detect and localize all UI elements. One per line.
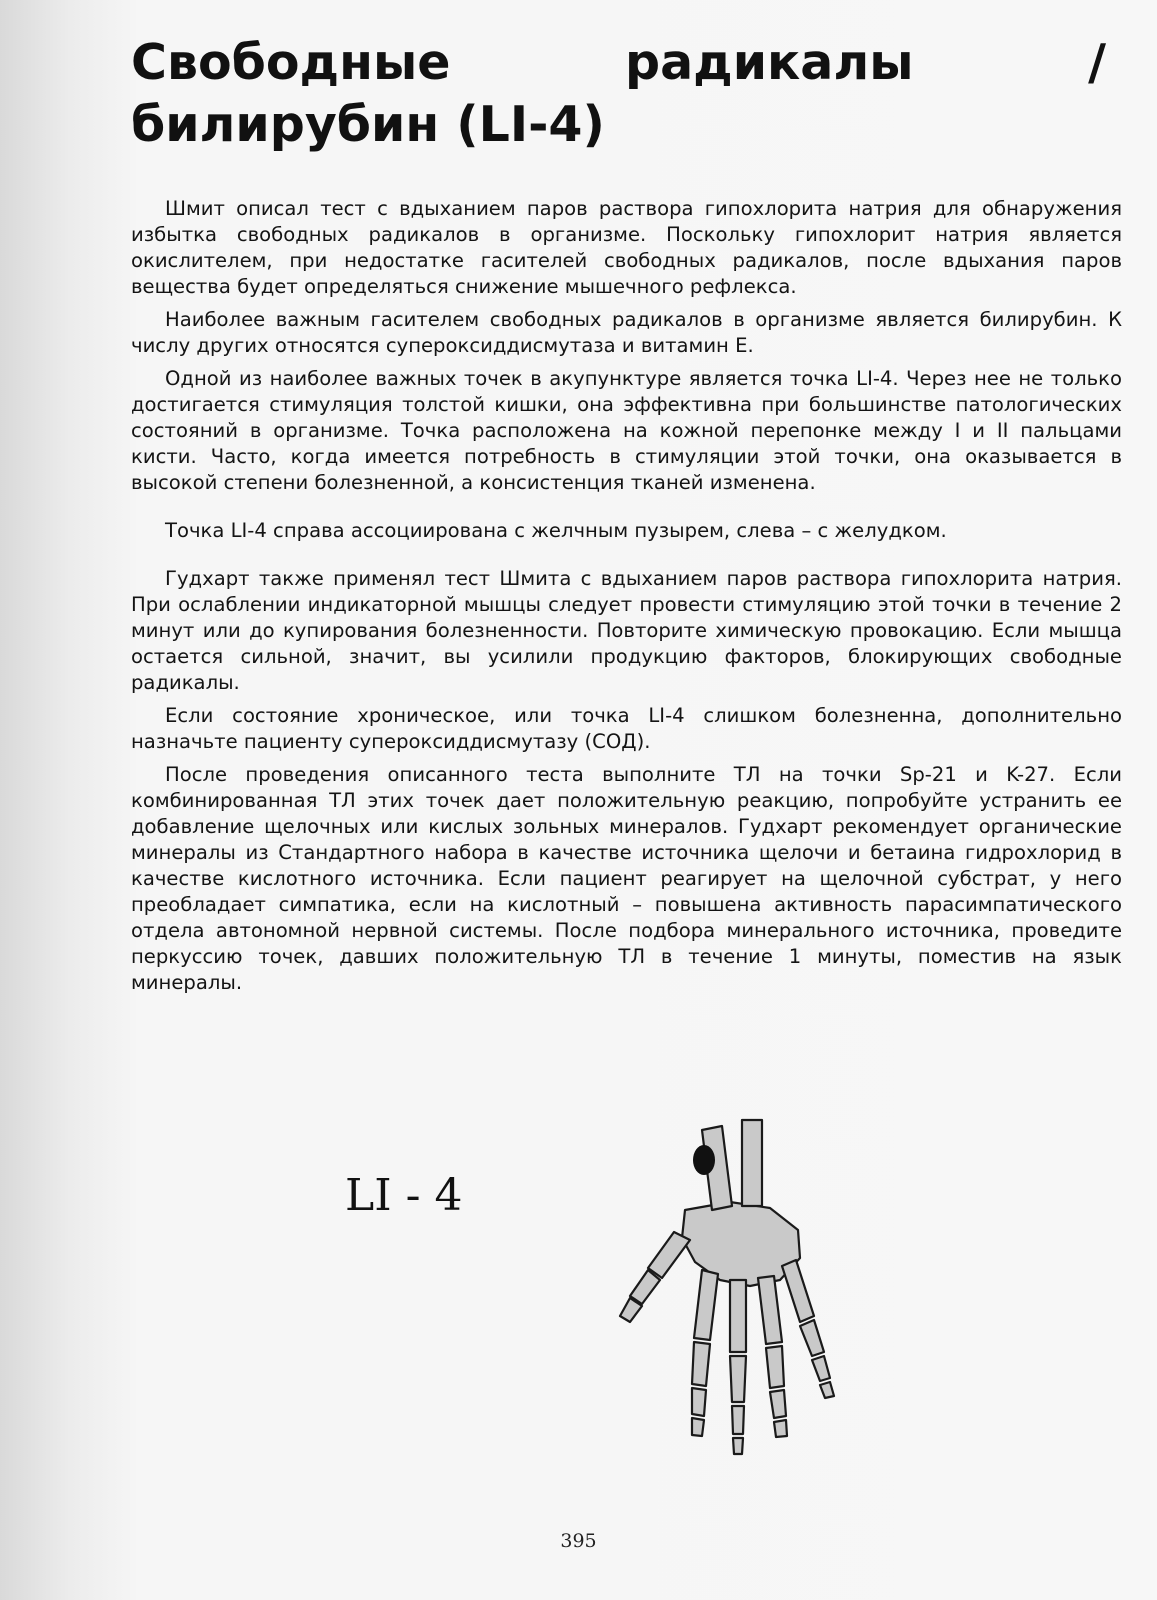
- paragraph: После проведения описанного теста выполните ТЛ на точки Sp-21 и K-27. Если комбинированная ТЛ этих точек дает положительную реакцию, попробуйте устранить ее добавление щелочных или кислых зольных минералов. Гудхарт рекомендует органические минералы из Стандартного набора в качестве источника щелочи и бетаина гидрохлорид в качестве кислотного источника. Если пациент реагирует на щелочной субстрат, у него преобладает симпатика, если на кислотный – повышена активность парасимпатического отдела автономной нервной системы. После подбора минерального источника, проведите перкуссию точек, давших положительную ТЛ в течение 1 минуты, поместив на язык минералы.: [131, 763, 1122, 994]
- carpal-bones: [682, 1202, 800, 1286]
- index-phalanx: [692, 1418, 704, 1436]
- paragraph: Точка LI-4 справа ассоциирована с желчным пузырем, слева – с желудком.: [165, 519, 947, 542]
- index-phalanx: [692, 1342, 710, 1386]
- ring-metacarpal: [758, 1276, 782, 1344]
- paragraph: Наиболее важным гасителем свободных радикалов в организме является билирубин. К числу других относятся супероксиддисмутаза и витамин Е.: [131, 308, 1122, 357]
- page-number: 395: [560, 1530, 597, 1552]
- paragraph: Одной из наиболее важных точек в акупунктуре является точка LI-4. Через нее не только достигается стимуляция толстой кишки, она эффективна при большинстве патологических состояний в организме. Точка расположена на кожной перепонке между I и II пальцами кисти. Часто, когда имеется потребность в стимуляции этой точки, она оказывается в высокой степени болезненной, а консистенция тканей изменена.: [131, 367, 1122, 494]
- thumb-metacarpal: [648, 1232, 690, 1278]
- ring-phalanx: [770, 1390, 786, 1418]
- paragraph: Гудхарт также применял тест Шмита с вдыханием паров раствора гипохлорита натрия. При ослаблении индикаторной мышцы следует провести стимуляцию этой точки в течение 2 минут или до купирования болезненности. Повторите химическую провокацию. Если мышца остается сильной, значит, вы усилили продукцию факторов, блокирующих свободные радикалы.: [131, 567, 1122, 694]
- ring-phalanx: [774, 1420, 787, 1437]
- middle-phalanx: [732, 1406, 744, 1434]
- hand-skeleton-icon: [330, 1090, 890, 1520]
- middle-phalanx: [730, 1356, 746, 1402]
- index-metacarpal: [694, 1270, 718, 1340]
- little-metacarpal: [782, 1260, 814, 1322]
- little-phalanx: [820, 1382, 834, 1398]
- page-title: Свободные радикалы / билирубин (LI-4): [131, 34, 1106, 153]
- paragraph: Если состояние хроническое, или точка LI-4 слишком болезненна, дополнительно назначьте пациенту супероксиддисмутазу (СОД).: [131, 704, 1122, 753]
- little-phalanx: [800, 1320, 824, 1356]
- little-phalanx: [812, 1356, 830, 1381]
- thumb-phalanx: [630, 1270, 660, 1304]
- figure-point-label: LI - 4: [345, 1170, 463, 1221]
- body-text: [131, 196, 1122, 1003]
- middle-phalanx: [733, 1438, 743, 1454]
- index-phalanx: [692, 1388, 706, 1416]
- forearm-bone: [742, 1120, 762, 1206]
- middle-metacarpal: [730, 1280, 746, 1352]
- paragraph: Шмит описал тест с вдыханием паров раствора гипохлорита натрия для обнаружения избытка свободных радикалов в организме. Поскольку гипохлорит натрия является окислителем, при недостатке гасителей свободных радикалов, после вдыхания паров вещества будет определяться снижение мышечного рефлекса.: [131, 197, 1122, 298]
- acupoint-dot-icon: [693, 1145, 715, 1175]
- ring-phalanx: [766, 1346, 784, 1388]
